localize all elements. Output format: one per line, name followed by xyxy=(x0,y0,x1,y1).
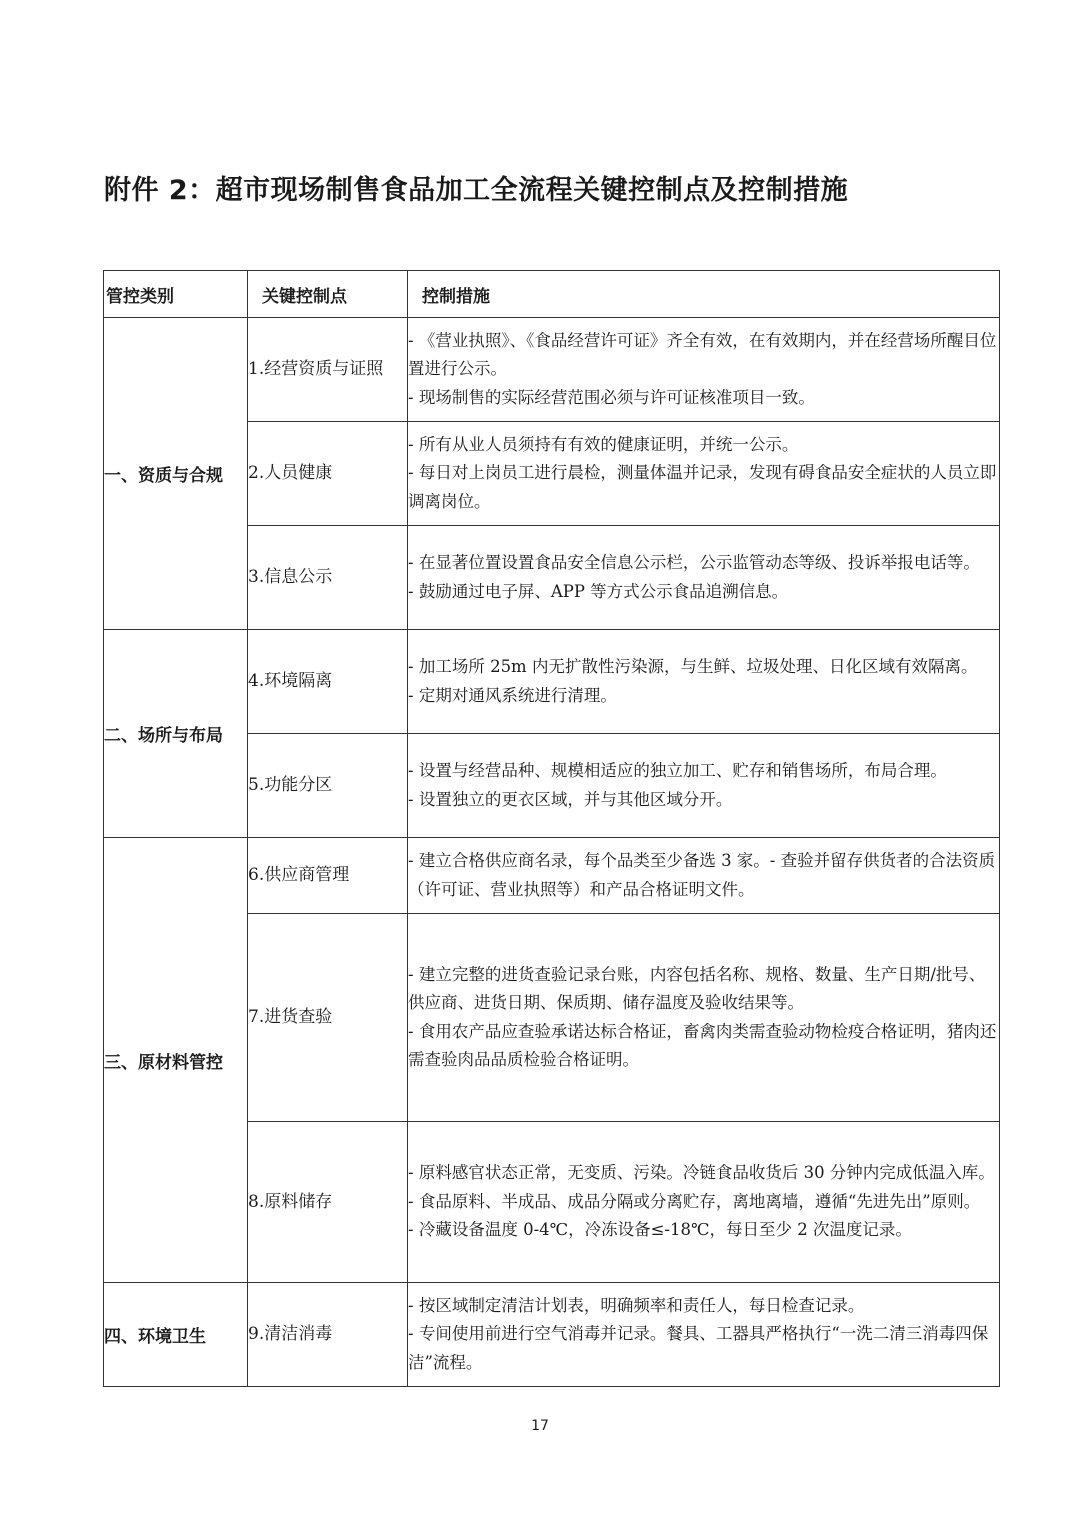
measures-cell xyxy=(408,914,1000,1122)
measure-line: - 《营业执照》、《食品经营许可证》齐全有效，在有效期内，并在经营场所醒目位置进行公示。 xyxy=(408,330,997,379)
measure-line: - 设置独立的更衣区域，并与其他区域分开。 xyxy=(408,789,733,809)
measure-line: - 冷藏设备温度 0-4℃，冷冻设备≤-18℃，每日至少 2 次温度记录。 xyxy=(408,1220,912,1240)
measure-line: - 鼓励通过电子屏、APP 等方式公示食品追溯信息。 xyxy=(408,581,789,601)
measures-cell xyxy=(408,630,1000,734)
measure-line: - 专间使用前进行空气消毒并记录。餐具、工器具严格执行“一洗二清三消毒四保洁”流程。 xyxy=(408,1324,989,1372)
category-cell: 一、资质与合规 xyxy=(104,318,248,630)
header-category: 管控类别 xyxy=(104,271,248,318)
category-cell: 四、环境卫生 xyxy=(104,1283,248,1387)
table-row xyxy=(104,838,1000,914)
page-title: 附件 2：超市现场制售食品加工全流程关键控制点及控制措施 xyxy=(104,175,849,206)
measure-line: - 设置与经营品种、规模相适应的独立加工、贮存和销售场所，布局合理。 xyxy=(408,761,947,780)
measure-line: - 所有从业人员须持有有效的健康证明，并统一公示。 xyxy=(408,434,799,454)
measures-cell xyxy=(408,1283,1000,1387)
key-point-cell: 2.人员健康 xyxy=(248,422,408,526)
table-header-row xyxy=(104,271,1000,318)
header-key-point: 关键控制点 xyxy=(248,271,408,318)
key-point-cell: 8.原料储存 xyxy=(248,1122,408,1283)
measures-cell xyxy=(408,838,1000,914)
measure-line: - 按区域制定清洁计划表，明确频率和责任人，每日检查记录。 xyxy=(408,1295,865,1315)
measures-cell xyxy=(408,1122,1000,1283)
table-row xyxy=(104,318,1000,422)
key-point-cell: 5.功能分区 xyxy=(248,734,408,838)
measure-line: - 原料感官状态正常，无变质、污染。冷链食品收货后 30 分钟内完成低温入库。 xyxy=(408,1163,995,1183)
measures-cell xyxy=(408,526,1000,630)
measure-line: - 建立合格供应商名录，每个品类至少备选 3 家。- 查验并留存供货者的合法资质（许可证、营业执照等）和产品合格证明文件。 xyxy=(408,851,996,899)
measure-line: - 食用农产品应查验承诺达标合格证，畜禽肉类需查验动物检疫合格证明，猪肉还需查验肉品品质检验合格证明。 xyxy=(408,1021,997,1069)
key-point-cell: 6.供应商管理 xyxy=(248,838,408,914)
measure-line: - 建立完整的进货查验记录台账，内容包括名称、规格、数量、生产日期/批号、供应商、进货日期、保质期、储存温度及验收结果等。 xyxy=(408,964,986,1012)
measures-cell xyxy=(408,422,1000,526)
category-cell: 三、原材料管控 xyxy=(104,838,248,1283)
key-point-cell: 9.清洁消毒 xyxy=(248,1283,408,1387)
measure-line: - 加工场所 25m 内无扩散性污染源，与生鲜、垃圾处理、日化区域有效隔离。 xyxy=(408,657,978,676)
measure-line: - 每日对上岗员工进行晨检，测量体温并记录，发现有碍食品安全症状的人员立即调离岗位。 xyxy=(408,463,997,511)
header-measures: 控制措施 xyxy=(408,271,1000,318)
measure-line: - 在显著位置设置食品安全信息公示栏，公示监管动态等级、投诉举报电话等。 xyxy=(408,553,980,572)
measure-line: - 定期对通风系统进行清理。 xyxy=(408,685,617,705)
table-row xyxy=(104,630,1000,734)
measure-line: - 现场制售的实际经营范围必须与许可证核准项目一致。 xyxy=(408,387,815,407)
table-row xyxy=(104,1283,1000,1387)
key-point-cell: 3.信息公示 xyxy=(248,526,408,630)
measure-line: - 食品原料、半成品、成品分隔或分离贮存，离地离墙，遵循“先进先出”原则。 xyxy=(408,1191,981,1211)
key-point-cell: 1.经营资质与证照 xyxy=(248,318,408,422)
key-point-cell: 4.环境隔离 xyxy=(248,630,408,734)
page-number: 17 xyxy=(531,1418,549,1434)
measures-cell xyxy=(408,318,1000,422)
measures-cell xyxy=(408,734,1000,838)
category-cell: 二、场所与布局 xyxy=(104,630,248,838)
control-table xyxy=(103,270,1000,1387)
key-point-cell: 7.进货查验 xyxy=(248,914,408,1122)
